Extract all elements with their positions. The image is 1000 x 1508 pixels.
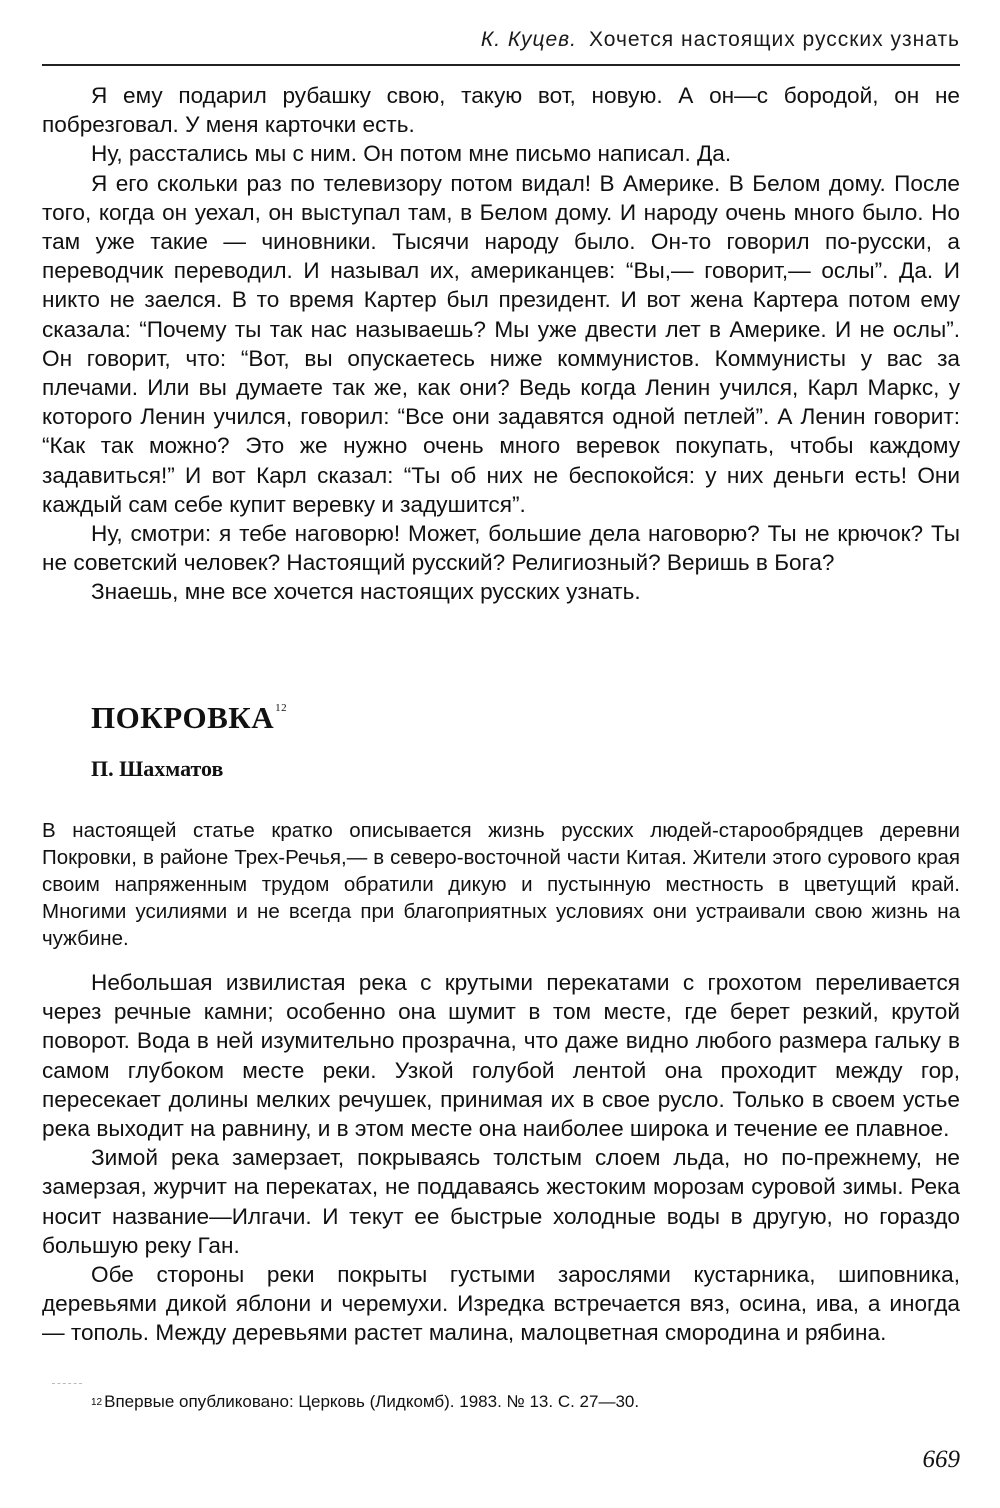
article-title: [91, 700, 287, 736]
article-abstract: В настоящей статье кратко описывается жизнь русских людей-старообрядцев деревни Покровки, в районе Трех-Речья,— в северо-восточной части Китая. Жители этого сурового края своим напряженным трудом обратили дикую и пустынную местность в цветущий край. Многими усилиями и не всегда при благоприятных условиях они устраивали свою жизнь на чужбине.: [42, 819, 960, 950]
paragraph: Я его скольки раз по телевизору потом видал! В Америке. В Белом дому. После того, когда он уехал, он выступал там, в Белом дому. И народу очень много было. Но там уже такие — чиновники. Тысячи народу было. Он-то говорил по-русски, а переводчик переводил. И называл их, американцев: “Вы,— говорит,— ослы”. Да. И никто не заелся. В то время Картер был президент. И вот жена Картера потом ему сказала: “Почему ты так нас называешь? Мы уже двести лет в Америке. И не ослы”. Он говорит, что: “Вот, вы опускаетесь ниже коммунистов. Коммунисты у вас за плечами. Или вы думаете так же, как они? Ведь когда Ленин учился, Карл Маркс, у которого Ленин учился, говорил: “Все они задавятся одной петлей”. А Ленин говорит: “Как так можно? Это же нужно очень много веревок покупать, чтобы каждому задавиться!” И вот Карл сказал: “Ты об них не беспокойся: у них деньги есть! Они каждый сам себе купит веревку и задушится”.: [42, 170, 960, 517]
article-body: [42, 968, 960, 1348]
header-author: К. Куцев.: [480, 28, 577, 51]
previous-article-ending: [42, 81, 960, 607]
paragraph: Ну, расстались мы с ним. Он потом мне письмо написал. Да.: [91, 141, 732, 167]
paragraph: Я ему подарил рубашку свою, такую вот, новую. А он—с бородой, он не побрезговал. У меня карточки есть.: [42, 83, 960, 138]
footnote-marker: 12: [275, 702, 288, 714]
paragraph: Ну, смотри: я тебе наговорю! Может, большие дела наговорю? Ты не крючок? Ты не советский человек? Настоящий русский? Религиозный? Веришь в Бога?: [42, 521, 960, 576]
paragraph: Небольшая извилистая река с крутыми перекатами с грохотом переливается через речные камни; особенно она шумит в том месте, где берет резкий, крутой поворот. Вода в ней изумительно прозрачна, что даже видно любого размера гальку в самом глубоком месте реки. Узкой голубой лентой она проходит между гор, пересекает долины мелких речушек, принимая их в свое русло. Только в своем устье река выходит на равнину, и в этом месте она наиболее широка и течение ее плавное.: [42, 970, 960, 1142]
footnote-rule: [52, 1383, 82, 1384]
article-author: П. Шахматов: [91, 756, 224, 781]
footnote: [91, 1391, 639, 1413]
header-title: Хочется настоящих русских узнать: [588, 28, 960, 51]
paragraph: Обе стороны реки покрыты густыми зарослями кустарника, шиповника, деревьями дикой яблони и черемухи. Изредка встречается вяз, осина, ива, а иногда — тополь. Между деревьями растет малина, малоцветная смородина и рябина.: [42, 1262, 960, 1346]
header-rule: [42, 64, 960, 66]
footnote-number: 12: [91, 1397, 103, 1408]
page-number: 669: [922, 1446, 960, 1473]
running-header: [481, 28, 960, 52]
paragraph: Знаешь, мне все хочется настоящих русских узнать.: [91, 579, 641, 605]
article-title-text: ПОКРОВКА: [91, 700, 275, 735]
footnote-text: Впервые опубликовано: Церковь (Лидкомб). 1983. № 13. С. 27—30.: [104, 1392, 640, 1411]
paragraph: Зимой река замерзает, покрываясь толстым слоем льда, но по-прежнему, не замерзая, журчит на перекатах, не поддаваясь жестоким морозам суровой зимы. Река носит название—Илгачи. И текут ее быстрые холодные воды в другую, но гораздо большую реку Ган.: [42, 1145, 960, 1258]
book-page: [42, 0, 960, 1508]
